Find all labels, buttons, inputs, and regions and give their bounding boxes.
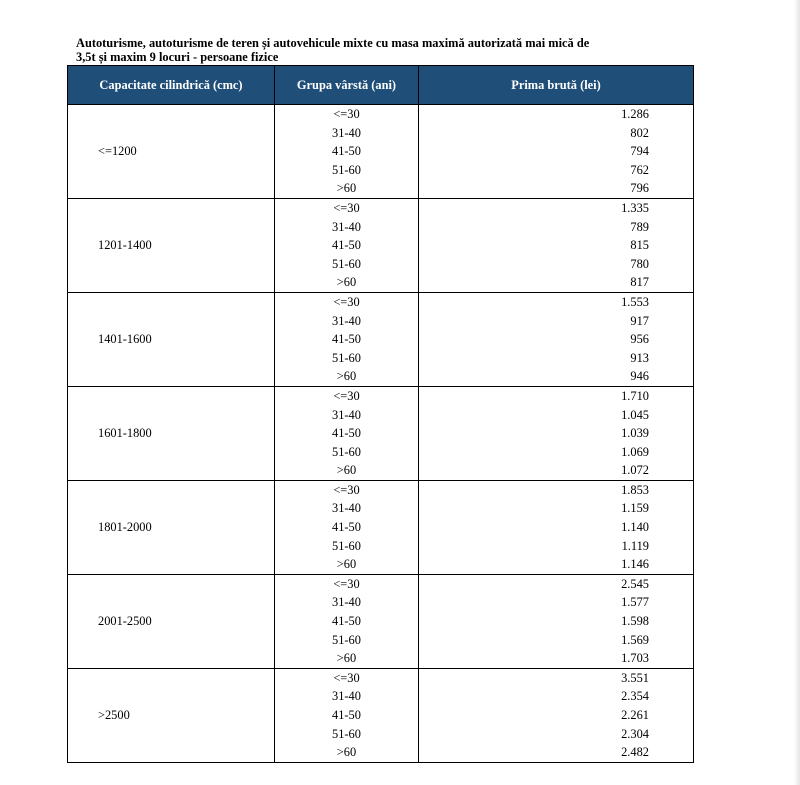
- age-group-cell: 31-40: [275, 499, 419, 518]
- age-group-cell: 41-50: [275, 424, 419, 443]
- age-group-cell: 41-50: [275, 706, 419, 725]
- premium-cell: 1.577: [419, 593, 694, 612]
- age-group-cell: 41-50: [275, 330, 419, 349]
- premium-cell: 1.069: [419, 443, 694, 462]
- premium-cell: 1.553: [419, 292, 694, 311]
- header-age-group: Grupa vârstă (ani): [275, 66, 419, 105]
- premium-cell: 815: [419, 236, 694, 255]
- table-header-row: [68, 66, 694, 105]
- table-row: [68, 480, 694, 499]
- premium-cell: 794: [419, 142, 694, 161]
- capacity-cell: <=1200: [68, 105, 275, 199]
- age-group-cell: 31-40: [275, 124, 419, 143]
- premium-cell: 2.304: [419, 725, 694, 744]
- age-group-cell: 31-40: [275, 687, 419, 706]
- age-group-cell: >60: [275, 649, 419, 668]
- age-group-cell: >60: [275, 179, 419, 198]
- age-group-cell: <=30: [275, 668, 419, 687]
- premium-cell: 917: [419, 312, 694, 331]
- premium-cell: 1.039: [419, 424, 694, 443]
- age-group-cell: 51-60: [275, 537, 419, 556]
- premium-cell: 1.140: [419, 518, 694, 537]
- age-group-cell: >60: [275, 743, 419, 762]
- premium-cell: 3.551: [419, 668, 694, 687]
- premium-cell: 1.119: [419, 537, 694, 556]
- premium-cell: 780: [419, 255, 694, 274]
- age-group-cell: 31-40: [275, 218, 419, 237]
- premium-cell: 1.710: [419, 386, 694, 405]
- premium-cell: 1.335: [419, 198, 694, 217]
- premium-cell: 1.703: [419, 649, 694, 668]
- age-group-cell: 31-40: [275, 593, 419, 612]
- age-group-cell: >60: [275, 555, 419, 574]
- premium-cell: 2.261: [419, 706, 694, 725]
- table-row: [68, 668, 694, 687]
- document-title: [76, 36, 696, 64]
- header-premium: Prima brută (lei): [419, 66, 694, 105]
- premium-cell: 817: [419, 273, 694, 292]
- premium-cell: 802: [419, 124, 694, 143]
- age-group-cell: 51-60: [275, 443, 419, 462]
- table-row: [68, 292, 694, 311]
- premium-cell: 1.072: [419, 461, 694, 480]
- capacity-cell: 1601-1800: [68, 386, 275, 480]
- age-group-cell: 41-50: [275, 142, 419, 161]
- table-row: [68, 386, 694, 405]
- age-group-cell: 51-60: [275, 161, 419, 180]
- premium-cell: 956: [419, 330, 694, 349]
- capacity-cell: 1201-1400: [68, 198, 275, 292]
- table-row: [68, 574, 694, 593]
- age-group-cell: <=30: [275, 480, 419, 499]
- age-group-cell: 31-40: [275, 312, 419, 331]
- age-group-cell: >60: [275, 367, 419, 386]
- premium-cell: 946: [419, 367, 694, 386]
- age-group-cell: 41-50: [275, 518, 419, 537]
- premium-cell: 762: [419, 161, 694, 180]
- age-group-cell: >60: [275, 273, 419, 292]
- table-row: [68, 198, 694, 217]
- age-group-cell: 51-60: [275, 631, 419, 650]
- premium-cell: 1.045: [419, 406, 694, 425]
- premium-cell: 2.545: [419, 574, 694, 593]
- age-group-cell: <=30: [275, 292, 419, 311]
- premium-cell: 1.286: [419, 105, 694, 124]
- age-group-cell: 51-60: [275, 255, 419, 274]
- age-group-cell: <=30: [275, 198, 419, 217]
- age-group-cell: 41-50: [275, 612, 419, 631]
- table-body: [68, 105, 694, 763]
- premium-cell: 1.159: [419, 499, 694, 518]
- premium-cell: 789: [419, 218, 694, 237]
- age-group-cell: <=30: [275, 105, 419, 124]
- premium-cell: 796: [419, 179, 694, 198]
- premium-cell: 1.598: [419, 612, 694, 631]
- premium-cell: 913: [419, 349, 694, 368]
- age-group-cell: 51-60: [275, 349, 419, 368]
- age-group-cell: <=30: [275, 574, 419, 593]
- table-row: [68, 105, 694, 124]
- age-group-cell: 31-40: [275, 406, 419, 425]
- document-title-line-2: 3,5t și maxim 9 locuri - persoane fizice: [76, 50, 279, 64]
- header-capacity: Capacitate cilindrică (cmc): [68, 66, 275, 105]
- capacity-cell: 1801-2000: [68, 480, 275, 574]
- age-group-cell: <=30: [275, 386, 419, 405]
- age-group-cell: 51-60: [275, 725, 419, 744]
- premium-cell: 1.853: [419, 480, 694, 499]
- document-title-line-1: Autoturisme, autoturisme de teren și autovehicule mixte cu masa maximă autorizată mai mică de: [76, 36, 590, 50]
- capacity-cell: >2500: [68, 668, 275, 762]
- age-group-cell: >60: [275, 461, 419, 480]
- capacity-cell: 1401-1600: [68, 292, 275, 386]
- age-group-cell: 41-50: [275, 236, 419, 255]
- page-edge-shadow: [794, 0, 800, 785]
- premium-table: [67, 65, 694, 763]
- capacity-cell: 2001-2500: [68, 574, 275, 668]
- premium-cell: 1.146: [419, 555, 694, 574]
- premium-cell: 2.354: [419, 687, 694, 706]
- premium-cell: 2.482: [419, 743, 694, 762]
- premium-cell: 1.569: [419, 631, 694, 650]
